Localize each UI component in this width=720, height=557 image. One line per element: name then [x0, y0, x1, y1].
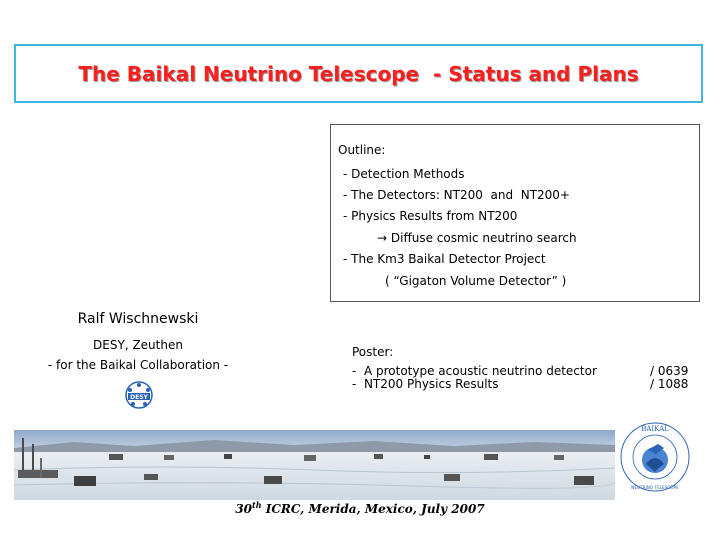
outline-item: - The Km3 Baikal Detector Project [343, 252, 546, 266]
author-institute: DESY, Zeuthen [93, 338, 183, 352]
outline-subitem: ( “Gigaton Volume Detector” ) [385, 274, 567, 288]
desy-logo-text: DESY [130, 394, 148, 401]
poster-heading: Poster: [352, 345, 394, 359]
footer [0, 500, 720, 516]
author-collaboration: - for the Baikal Collaboration - [47, 358, 229, 372]
author-name: Ralf Wischnewski [77, 311, 199, 327]
outline-item: - The Detectors: NT200 and NT200+ [343, 188, 570, 202]
footer-text: ICRC, Merida, Mexico, July 2007 [261, 502, 485, 516]
outline-item: - Physics Results from NT200 [343, 209, 518, 223]
outline-heading: Outline: [338, 143, 386, 157]
desy-logo [122, 380, 156, 410]
poster-number: / 0639 [650, 364, 689, 378]
outline-item: - Detection Methods [343, 167, 465, 181]
baikal-logo-bottom-text: NEUTRINO TELESCOPE [631, 485, 679, 490]
outline-box [330, 124, 700, 302]
slide-title: The Baikal Neutrino Telescope - Status and Plans [78, 61, 639, 86]
footer-number: 30 [235, 502, 253, 516]
poster-item: - NT200 Physics Results [352, 377, 499, 391]
ice-camp-panorama [14, 430, 615, 500]
footer-superscript: th [252, 500, 262, 510]
baikal-logo [618, 420, 692, 494]
poster-number: / 1088 [650, 377, 689, 391]
outline-subitem: → Diffuse cosmic neutrino search [377, 231, 577, 245]
poster-item: - A prototype acoustic neutrino detector [352, 364, 597, 378]
baikal-logo-top-text: BAIKAL [641, 425, 669, 433]
title-box [14, 44, 703, 103]
